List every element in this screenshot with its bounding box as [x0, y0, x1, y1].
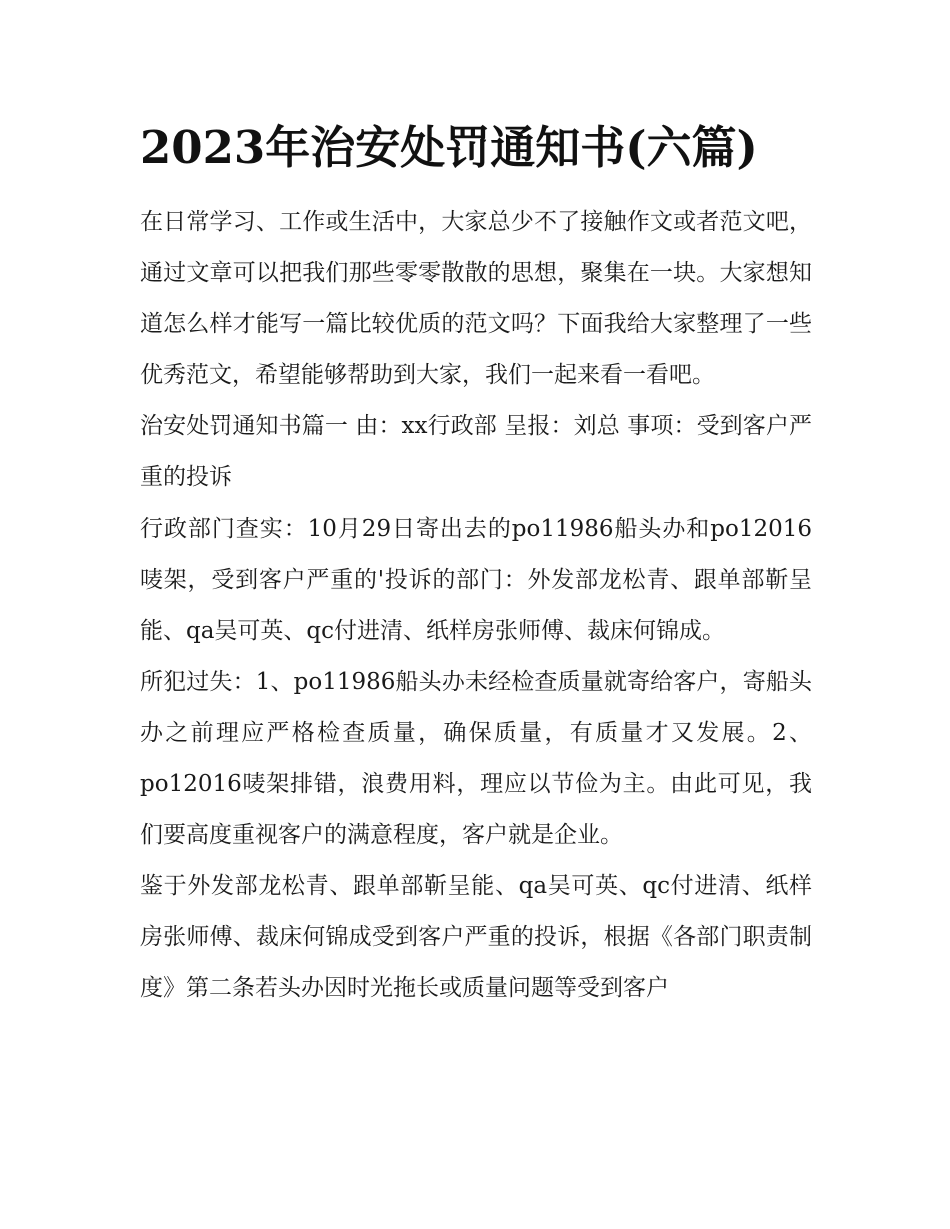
investigation-paragraph: 行政部门查实：10月29日寄出去的po11986船头办和po12016唛架，受到客户严重的'投诉的部门：外发部龙松青、跟单部靳呈能、qa吴可英、qc付进清、纸样房张师傅、裁床何锦成。 [140, 515, 812, 644]
faults-paragraph: 所犯过失：1、po11986船头办未经检查质量就寄给客户，寄船头办之前理应严格检查质量，确保质量，有质量才又发展。2、po12016唛架排错，浪费用料，理应以节俭为主。由此可见，我们要高度重视客户的满意程度，客户就是企业。 [140, 668, 812, 849]
intro-paragraph: 在日常学习、工作或生活中，大家总少不了接触作文或者范文吧，通过文章可以把我们那些零零散散的思想，聚集在一块。大家想知道怎么样才能写一篇比较优质的范文吗？下面我给大家整理了一些优秀范文，希望能够帮助到大家，我们一起来看一看吧。 [140, 209, 812, 389]
document-body [140, 197, 812, 1015]
notice-header-paragraph: 治安处罚通知书篇一 由：xx行政部 呈报：刘总 事项：受到客户严重的投诉 [140, 413, 812, 491]
document-title: 2023年治安处罚通知书(六篇) [140, 121, 758, 174]
penalty-paragraph: 鉴于外发部龙松青、跟单部靳呈能、qa吴可英、qc付进清、纸样房张师傅、裁床何锦成受到客户严重的投诉，根据《各部门职责制度》第二条若头办因时光拖长或质量问题等受到客户 [140, 873, 812, 1002]
